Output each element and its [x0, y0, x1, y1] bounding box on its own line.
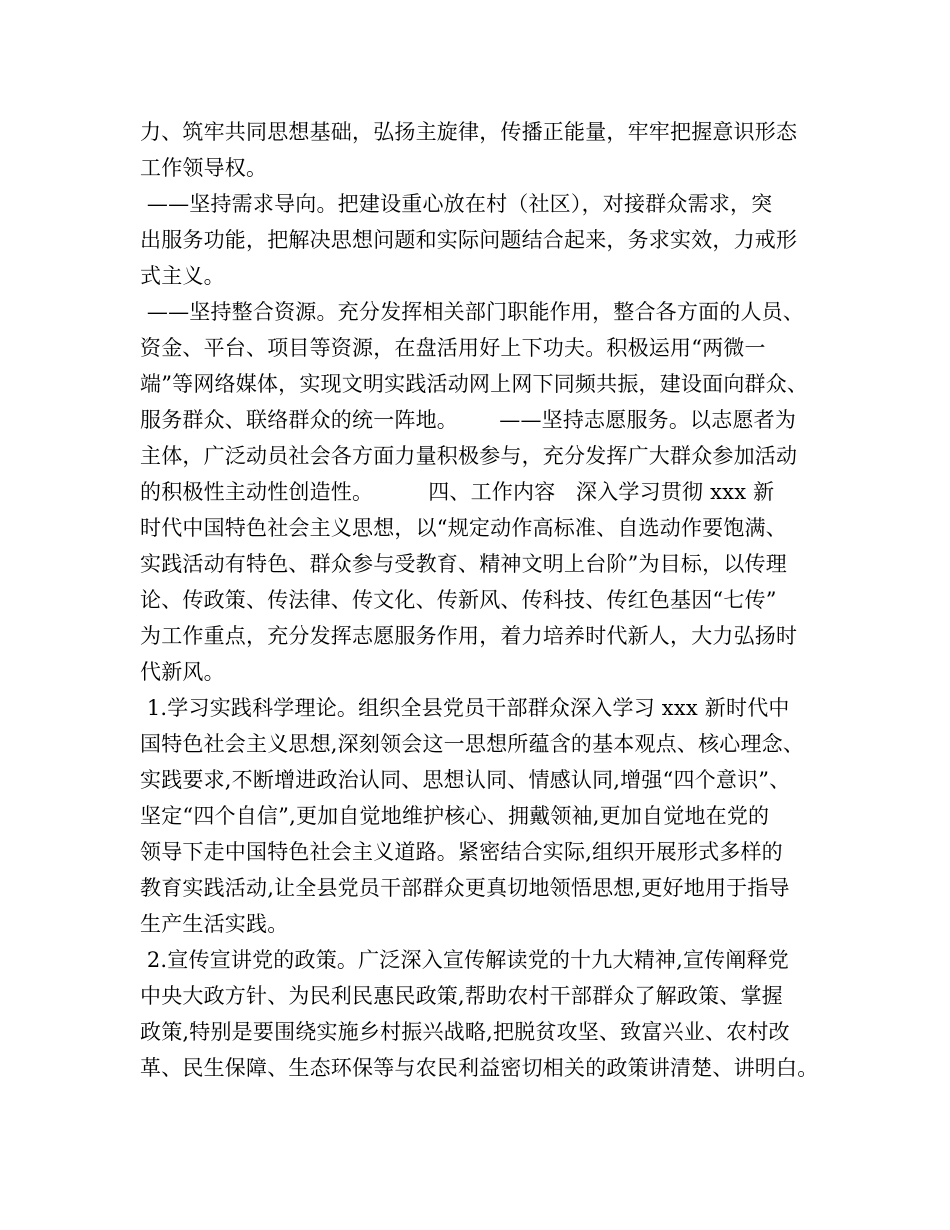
- text-line: 主体，广泛动员社会各方面力量积极参与，充分发挥广大群众参加活动: [140, 444, 798, 468]
- text-line: 代新风。: [140, 660, 225, 684]
- text-line: ——坚持需求导向。把建设重心放在村（社区），对接群众需求，突: [140, 192, 773, 216]
- text-line: 的积极性主动性创造性。 四、工作内容 深入学习贯彻 xxx 新: [140, 480, 775, 504]
- text-line: 教育实践活动,让全县党员干部群众更真切地领悟思想,更好地用于指导: [140, 876, 790, 900]
- text-line: 式主义。: [140, 264, 225, 288]
- text-line: 服务群众、联络群众的统一阵地。 ——坚持志愿服务。以志愿者为: [140, 408, 797, 432]
- text-line: 出服务功能，把解决思想问题和实际问题结合起来，务求实效，力戒形: [140, 228, 798, 252]
- text-line: 端”等网络媒体，实现文明实践活动网上网下同频共振，建设面向群众、: [140, 372, 809, 396]
- text-line: 工作领导权。: [140, 156, 268, 180]
- text-line: 为工作重点，充分发挥志愿服务作用，着力培养时代新人，大力弘扬时: [140, 624, 798, 648]
- text-line: 力、筑牢共同思想基础，弘扬主旋律，传播正能量，牢牢把握意识形态: [140, 120, 798, 144]
- text-line: 中央大政方针、为民利民惠民政策,帮助农村干部群众了解政策、掌握: [140, 984, 783, 1008]
- text-line: 2.宣传宣讲党的政策。广泛深入宣传解读党的十九大精神,宣传阐释党: [140, 948, 789, 972]
- text-line: 领导下走中国特色社会主义道路。紧密结合实际,组织开展形式多样的: [140, 840, 783, 864]
- text-line: 实践活动有特色、群众参与受教育、精神文明上台阶”为目标，以传理: [140, 552, 787, 576]
- text-line: 国特色社会主义思想,深刻领会这一思想所蕴含的基本观点、核心理念、: [140, 732, 805, 756]
- text-line: 时代中国特色社会主义思想，以“规定动作高标准、自选动作要饱满、: [140, 516, 787, 540]
- text-line: 实践要求,不断增进政治认同、思想认同、情感认同,增强“四个意识”、: [140, 768, 791, 792]
- text-line: 革、民生保障、生态环保等与农民利益密切相关的政策讲清楚、讲明白。: [140, 1056, 819, 1080]
- text-line: 坚定“四个自信”,更加自觉地维护核心、拥戴领袖,更加自觉地在党的: [140, 804, 770, 828]
- text-line: 论、传政策、传法律、传文化、传新风、传科技、传红色基因“七传”: [140, 588, 777, 612]
- document-body: [140, 114, 830, 1086]
- text-line: 政策,特别是要围绕实施乡村振兴战略,把脱贫攻坚、致富兴业、农村改: [140, 1020, 790, 1044]
- text-line: 资金、平台、项目等资源，在盘活用好上下功夫。积极运用“两微一: [140, 336, 766, 360]
- text-line: 1.学习实践科学理论。组织全县党员干部群众深入学习 xxx 新时代中: [140, 696, 790, 720]
- text-line: 生产生活实践。: [140, 912, 289, 936]
- text-line: ——坚持整合资源。充分发挥相关部门职能作用，整合各方面的人员、: [140, 300, 805, 324]
